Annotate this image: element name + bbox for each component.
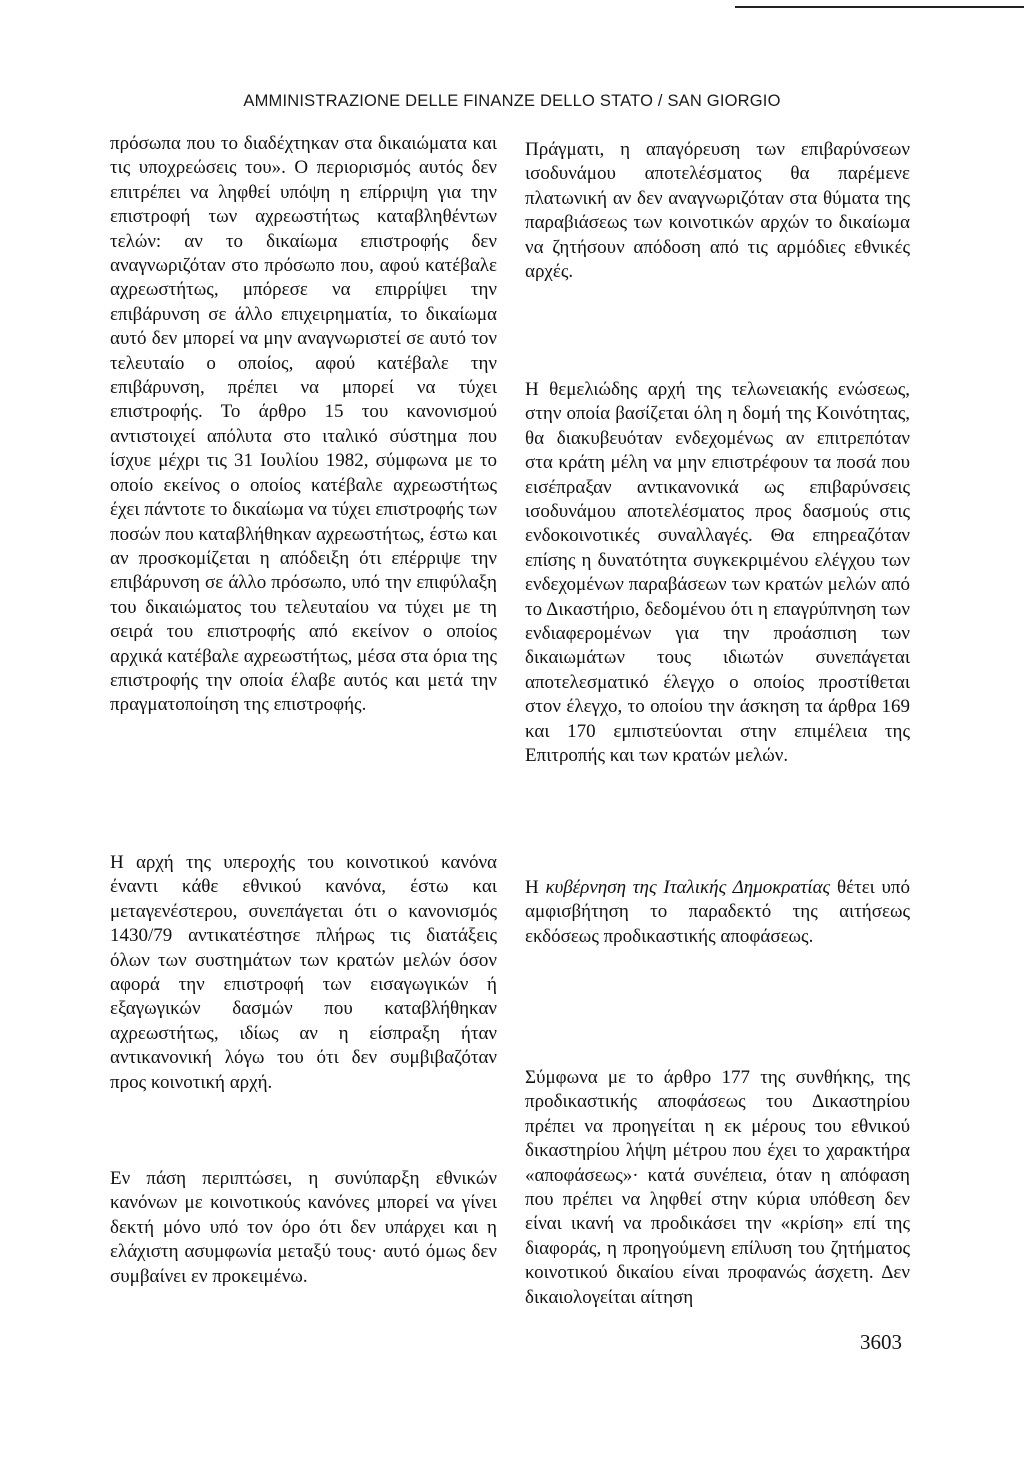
left-paragraph-2: Η αρχή της υπεροχής του κοινοτικού κανόνα έναντι κάθε εθνικού κανόνα, έστω και μεταγενέστερου, συνεπάγεται ότι ο κανονισμός 1430/79 αντικατέστησε πλήρως τις διατάξεις όλων των συστημάτων των κρατών μελών όσον αφορά την επιστροφή των εισαγωγικών ή εξαγωγικών δασμών που καταβλήθηκαν αχρεωστήτως, ιδίως αν η είσπραξη ήταν αντικανονική λόγω του ότι δεν συμβιβαζόταν προς κοινοτική αρχή. — [110, 852, 497, 1093]
top-rule — [735, 6, 1024, 8]
right-paragraph-3 — [525, 876, 910, 949]
right-paragraph-3-lead: Η — [525, 877, 539, 898]
left-paragraph-1: πρόσωπα που το διαδέχτηκαν στα δικαιώματα και τις υποχρεώσεις του». Ο περιορισμός αυτός δεν επιτρέπει να ληφθεί υπόψη η επίρριψη για την επιστροφή των αχρεωστήτως καταβληθέντων τελών: αν το δικαίωμα επιστροφής δεν αναγνωριζόταν στο πρόσωπο που, αφού κατέβαλε αχρεωστήτως, μπόρεσε να επιρρίψει την επιβάρυνση σε άλλο επιχειρηματία, το δικαίωμα αυτό δεν μπορεί να μην αναγνωριστεί σε αυτό τον τελευταίο ο οποίος, αφού κατέβαλε την επιβάρυνση, πρέπει να μπορεί να τύχει επιστροφής. Το άρθρο 15 του κανονισμού αντιστοιχεί απόλυτα στο ιταλικό σύστημα που ίσχυε μέχρι τις 31 Ιουλίου 1982, σύμφωνα με το οποίο εκείνος ο οποίος κατέβαλε αχρεωστήτως έχει πάντοτε το δικαίωμα να τύχει επιστροφής των ποσών που καταβλήθηκαν αχρεωστήτως, έστω και αν προσκομίζεται η απόδειξη ότι επέρριψε την επιβάρυνση σε άλλο πρόσωπο, υπό την επιφύλαξη του δικαιώματος του τελευταίου να τύχει με τη σειρά του επιστροφής από εκείνον ο οποίος αρχικά κατέβαλε αχρεωστήτως, μέσα στα όρια της επιστροφής την οποία έλαβε αυτός και μετά την πραγματοποίηση της επιστροφής. — [110, 133, 497, 716]
page-number: 3603 — [860, 1330, 902, 1354]
party-name-italic: κυβέρνηση της Ιταλικής Δημοκρατίας — [545, 877, 831, 898]
right-paragraph-3-rest: θέτει υπό αμφισβήτηση το παραδεκτό της αιτήσεως εκδόσεως προδικαστικής αποφάσεως. — [525, 877, 911, 947]
right-paragraph-2: Η θεμελιώδης αρχή της τελωνειακής ενώσεως, στην οποία βασίζεται όλη η δομή της Κοινότητας, θα διακυβευόταν ενδεχομένως αν επιτρεπόταν στα κράτη μέλη να μην επιστρέφουν τα ποσά που εισέπραξαν αντικανονικά ως επιβαρύνσεις ισοδυνάμου αποτελέσματος προς δασμούς στις ενδοκοινοτικές συναλλαγές. Θα επηρεαζόταν επίσης η δυνατότητα συγκεκριμένου ελέγχου των ενδεχομένων παραβάσεων των κρατών μελών από το Δικαστήριο, δεδομένου ότι η επαγρύπνηση των ενδιαφερομένων για την προάσπιση των δικαιωμάτων τους ιδιωτών συνεπάγεται αποτελεσματικό έλεγχο ο οποίος προστίθεται στον έλεγχο, το οποίου την άσκηση τα άρθρα 169 και 170 εμπιστεύονται στην επιμέλεια της Επιτροπής και των κρατών μελών. — [525, 379, 910, 767]
left-paragraph-3: Εν πάση περιπτώσει, η συνύπαρξη εθνικών κανόνων με κοινοτικούς κανόνες μπορεί να γίνει δεκτή μόνο υπό τον όρο ότι δεν υπάρχει και η ελάχιστη ασυμφωνία μεταξύ τους· αυτό όμως δεν συμβαίνει εν προκειμένω. — [110, 1168, 497, 1287]
right-paragraph-4: Σύμφωνα με το άρθρο 177 της συνθήκης, της προδικαστικής αποφάσεως του Δικαστηρίου πρέπει να προηγείται η εκ μέρους του εθνικού δικαστηρίου λήψη μέτρου που έχει το χαρακτήρα «αποφάσεως»· κατά συνέπεια, όταν η απόφαση που πρέπει να ληφθεί στην κύρια υπόθεση δεν είναι ικανή να προδικάσει την «κρίση» επί της διαφοράς, η προηγούμενη επίλυση του ζητήματος κοινοτικού δικαίου είναι προφανώς άσχετη. Δεν δικαιολογείται αίτηση — [525, 1067, 910, 1308]
running-head: AMMINISTRAZIONE DELLE FINANZE DELLO STATO / SAN GIORGIO — [243, 92, 781, 110]
right-paragraph-1: Πράγματι, η απαγόρευση των επιβαρύνσεων ισοδυνάμου αποτελέσματος θα παρέμενε πλατωνική αν δεν αναγνωριζόταν στα θύματα της παραβιάσεως των κοινοτικών αρχών το δικαίωμα να ζητήσουν απόδοση από τις αρμόδιες εθνικές αρχές. — [525, 139, 910, 283]
